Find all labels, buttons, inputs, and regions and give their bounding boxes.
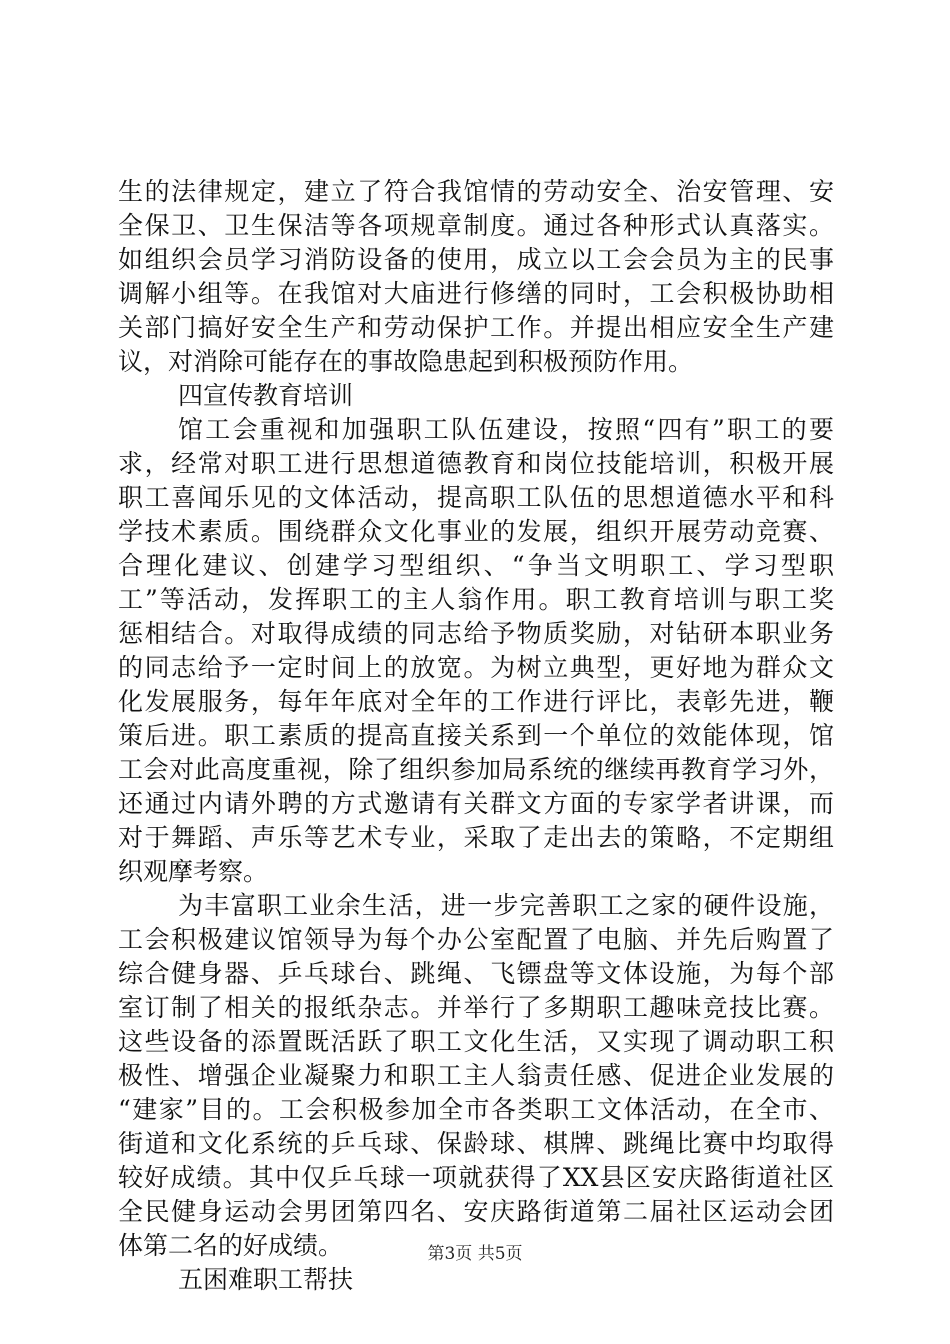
section-heading: 四宣传教育培训 [178, 381, 354, 410]
text-line: 全民健身运动会男团第四名、安庆路街道第二届社区运动会团 [118, 1197, 834, 1226]
text-line: 这些设备的添置既活跃了职工文化生活，又实现了调动职工积 [118, 1027, 834, 1056]
text-line: 工会积极建议馆领导为每个办公室配置了电脑、并先后购置了 [118, 925, 834, 954]
text-line: 的同志给予一定时间上的放宽。为树立典型，更好地为群众文 [118, 653, 834, 682]
text-line: 学技术素质。围绕群众文化事业的发展，组织开展劳动竞赛、 [118, 517, 834, 546]
text-line: 极性、增强企业凝聚力和职工主人翁责任感、促进企业发展的 [118, 1061, 834, 1090]
text-line: 室订制了相关的报纸杂志。并举行了多期职工趣味竞技比赛。 [118, 993, 834, 1022]
text-line: 体第二名的好成绩。 [118, 1231, 344, 1260]
text-line: 策后进。职工素质的提高直接关系到一个单位的效能体现，馆 [118, 721, 834, 750]
text-line: 馆工会重视和加强职工队伍建设，按照“四有”职工的要 [178, 415, 834, 444]
text-line: 织观摩考察。 [118, 857, 269, 886]
text-line: 调解小组等。在我馆对大庙进行修缮的同时，工会积极协助相 [118, 279, 834, 308]
text-line: 惩相结合。对取得成绩的同志给予物质奖励，对钻研本职业务 [118, 619, 834, 648]
text-line: 工会对此高度重视，除了组织参加局系统的继续再教育学习外， [118, 755, 834, 784]
text-line: 为丰富职工业余生活，进一步完善职工之家的硬件设施， [178, 891, 834, 920]
text-line: 生的法律规定，建立了符合我馆情的劳动安全、治安管理、安 [118, 177, 834, 206]
text-line: 职工喜闻乐见的文体活动，提高职工队伍的思想道德水平和科 [118, 483, 834, 512]
text-line: “建家”目的。工会积极参加全市各类职工文体活动，在全市、 [118, 1095, 834, 1124]
text-line: 对于舞蹈、声乐等艺术专业，采取了走出去的策略，不定期组 [118, 823, 834, 852]
text-line: 还通过内请外聘的方式邀请有关群文方面的专家学者讲课，而 [118, 789, 834, 818]
section-heading: 五困难职工帮扶 [178, 1265, 354, 1294]
text-line: 求，经常对职工进行思想道德教育和岗位技能培训，积极开展 [118, 449, 834, 478]
text-line: 关部门搞好安全生产和劳动保护工作。并提出相应安全生产建 [118, 313, 834, 342]
text-line: 较好成绩。其中仅乒乓球一项就获得了XX县区安庆路街道社区 [118, 1163, 834, 1192]
text-line: 化发展服务，每年年底对全年的工作进行评比，表彰先进，鞭 [118, 687, 834, 716]
page-footer [0, 1242, 950, 1266]
page-number: 第3页 共5页 [427, 1244, 523, 1264]
text-line: 如组织会员学习消防设备的使用，成立以工会会员为主的民事 [118, 245, 834, 274]
text-line: 综合健身器、乒乓球台、跳绳、飞镖盘等文体设施，为每个部 [118, 959, 834, 988]
text-line: 工”等活动，发挥职工的主人翁作用。职工教育培训与职工奖 [118, 585, 834, 614]
text-line: 合理化建议、创建学习型组织、“争当文明职工、学习型职 [118, 551, 834, 580]
text-line: 街道和文化系统的乒乓球、保龄球、棋牌、跳绳比赛中均取得 [118, 1129, 834, 1158]
document-body [118, 175, 834, 1297]
text-line: 议，对消除可能存在的事故隐患起到积极预防作用。 [118, 347, 694, 376]
text-line: 全保卫、卫生保洁等各项规章制度。通过各种形式认真落实。 [118, 211, 834, 240]
